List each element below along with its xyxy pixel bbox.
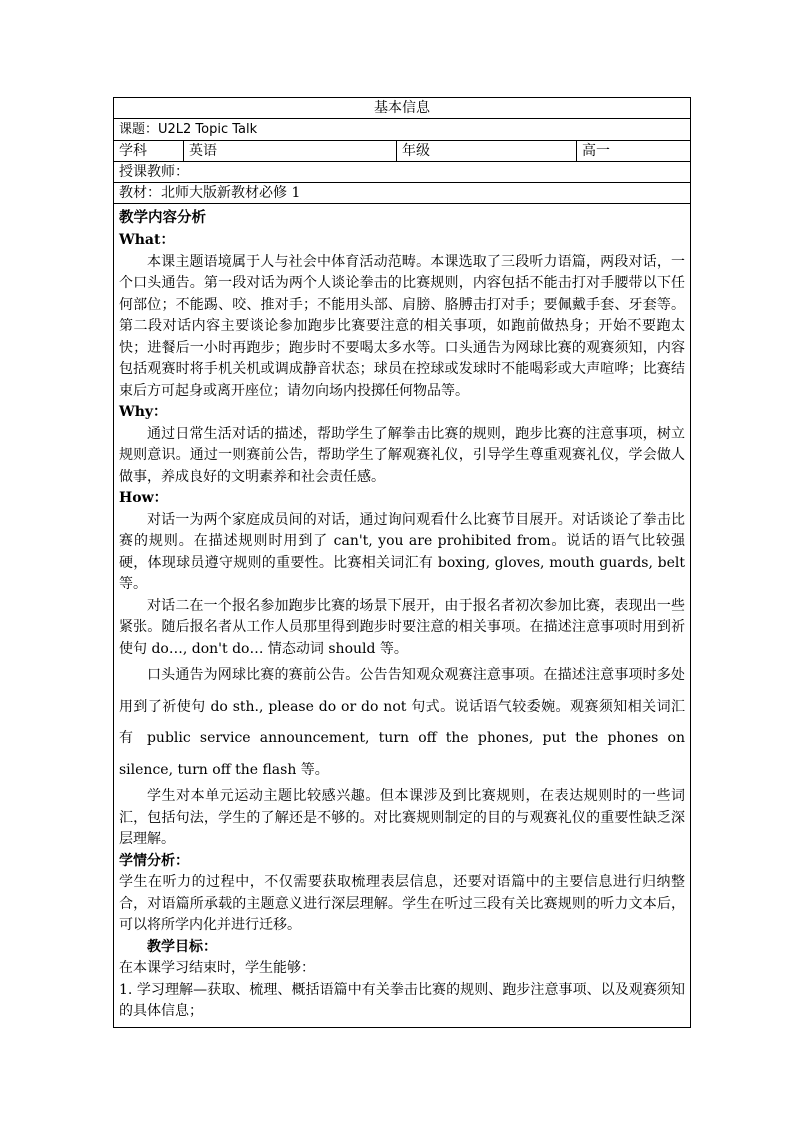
teacher-field: 授课教师： [114, 162, 691, 183]
students-text: 学生在听力的过程中，不仅需要获取梳理表层信息，还要对语篇中的主要信息进行归纳整合，对语篇所承载的主题意义进行深层理解。学生在听过三段有关比赛规则的听力文本后，可以将所学内化并进行迁移。 [119, 874, 685, 933]
lesson-row [114, 119, 691, 141]
how-label: How： [119, 490, 168, 506]
subject-value: 英语 [184, 141, 397, 162]
teacher-row [114, 162, 691, 183]
subject-label: 学科 [114, 141, 184, 162]
students-label: 学情分析： [119, 852, 189, 869]
how-paragraph-1: 对话一为两个家庭成员间的对话，通过询问观看什么比赛节目展开。对话谈论了拳击比赛的规则。在描述规则时用到了 can't, you are prohibited from。说话的语气比较强硬，体现球员遵守规则的重要性。比赛相关词汇有 boxing, gloves, mouth guards, belt 等。 [119, 511, 685, 592]
grade-value: 高一 [577, 141, 691, 162]
how-paragraph-3: 口头通告为网球比赛的赛前公告。公告告知观众观赛注意事项。在描述注意事项时多处用到了祈使句 do sth., please do or do not 句式。说话语气较委婉。观赛须知相关词汇有 public service announcement, turn off the phones, put the phones on silence, turn off the flash 等。 [119, 667, 685, 778]
what-text: 本课主题语境属于人与社会中体育活动范畴。本课选取了三段听力语篇，两段对话，一个口头通告。第一段对话为两个人谈论拳击的比赛规则，内容包括不能击打对手腰带以下任何部位；不能踢、咬、推对手；不能用头部、肩膀、胳膊击打对手；要佩戴手套、牙套等。第二段对话内容主要谈论参加跑步比赛要注意的相关事项，如跑前做热身；开始不要跑太快；进餐后一小时再跑步；跑步时不要喝太多水等。口头通告为网球比赛的观赛须知，内容包括观赛时将手机关机或调成静音状态；球员在控球或发球时不能喝彩或大声喧哗；比赛结束后方可起身或离开座位；请勿向场内投掷任何物品等。 [119, 253, 685, 399]
why-text: 通过日常生活对话的描述，帮助学生了解拳击比赛的规则，跑步比赛的注意事项，树立规则意识。通过一则赛前公告，帮助学生了解观赛礼仪，引导学生尊重观赛礼仪，学会做人做事，养成良好的文明素养和社会责任感。 [119, 425, 685, 485]
lesson-topic [114, 119, 691, 141]
why-label: Why： [119, 404, 168, 420]
goal-1: 1. 学习理解—获取、梳理、概括语篇中有关拳击比赛的规则、跑步注意事项、以及观赛须知的具体信息； [119, 981, 685, 1019]
textbook-row [114, 183, 691, 204]
analysis-heading: 教学内容分析 [119, 209, 206, 226]
what-label: What： [119, 232, 175, 248]
goals-label: 教学目标： [147, 938, 217, 955]
how-paragraph-2: 对话二在一个报名参加跑步比赛的场景下展开，由于报名者初次参加比赛，表现出一些紧张。随后报名者从工作人员那里得到跑步时要注意的相关事项。在描述注意事项时用到祈使句 do…, don't do… 情态动词 should 等。 [119, 597, 685, 657]
table-title: 基本信息 [114, 98, 691, 119]
lesson-plan-table [113, 97, 691, 1028]
analysis-row [114, 204, 691, 1028]
goals-intro: 在本课学习结束时，学生能够： [119, 960, 315, 976]
textbook-field: 教材：北师大版新教材必修 1 [114, 183, 691, 204]
grade-label: 年级 [397, 141, 577, 162]
subject-grade-row [114, 141, 691, 162]
analysis-cell [114, 204, 691, 1028]
how-paragraph-4: 学生对本单元运动主题比较感兴趣。但本课涉及到比赛规则，在表达规则时的一些词汇，包括句法，学生的了解还是不够的。对比赛规则制定的目的与观赛礼仪的重要性缺乏深层理解。 [119, 788, 685, 847]
lesson-topic-text: 课题：U2L2 Topic Talk [119, 122, 258, 137]
title-row [114, 98, 691, 119]
